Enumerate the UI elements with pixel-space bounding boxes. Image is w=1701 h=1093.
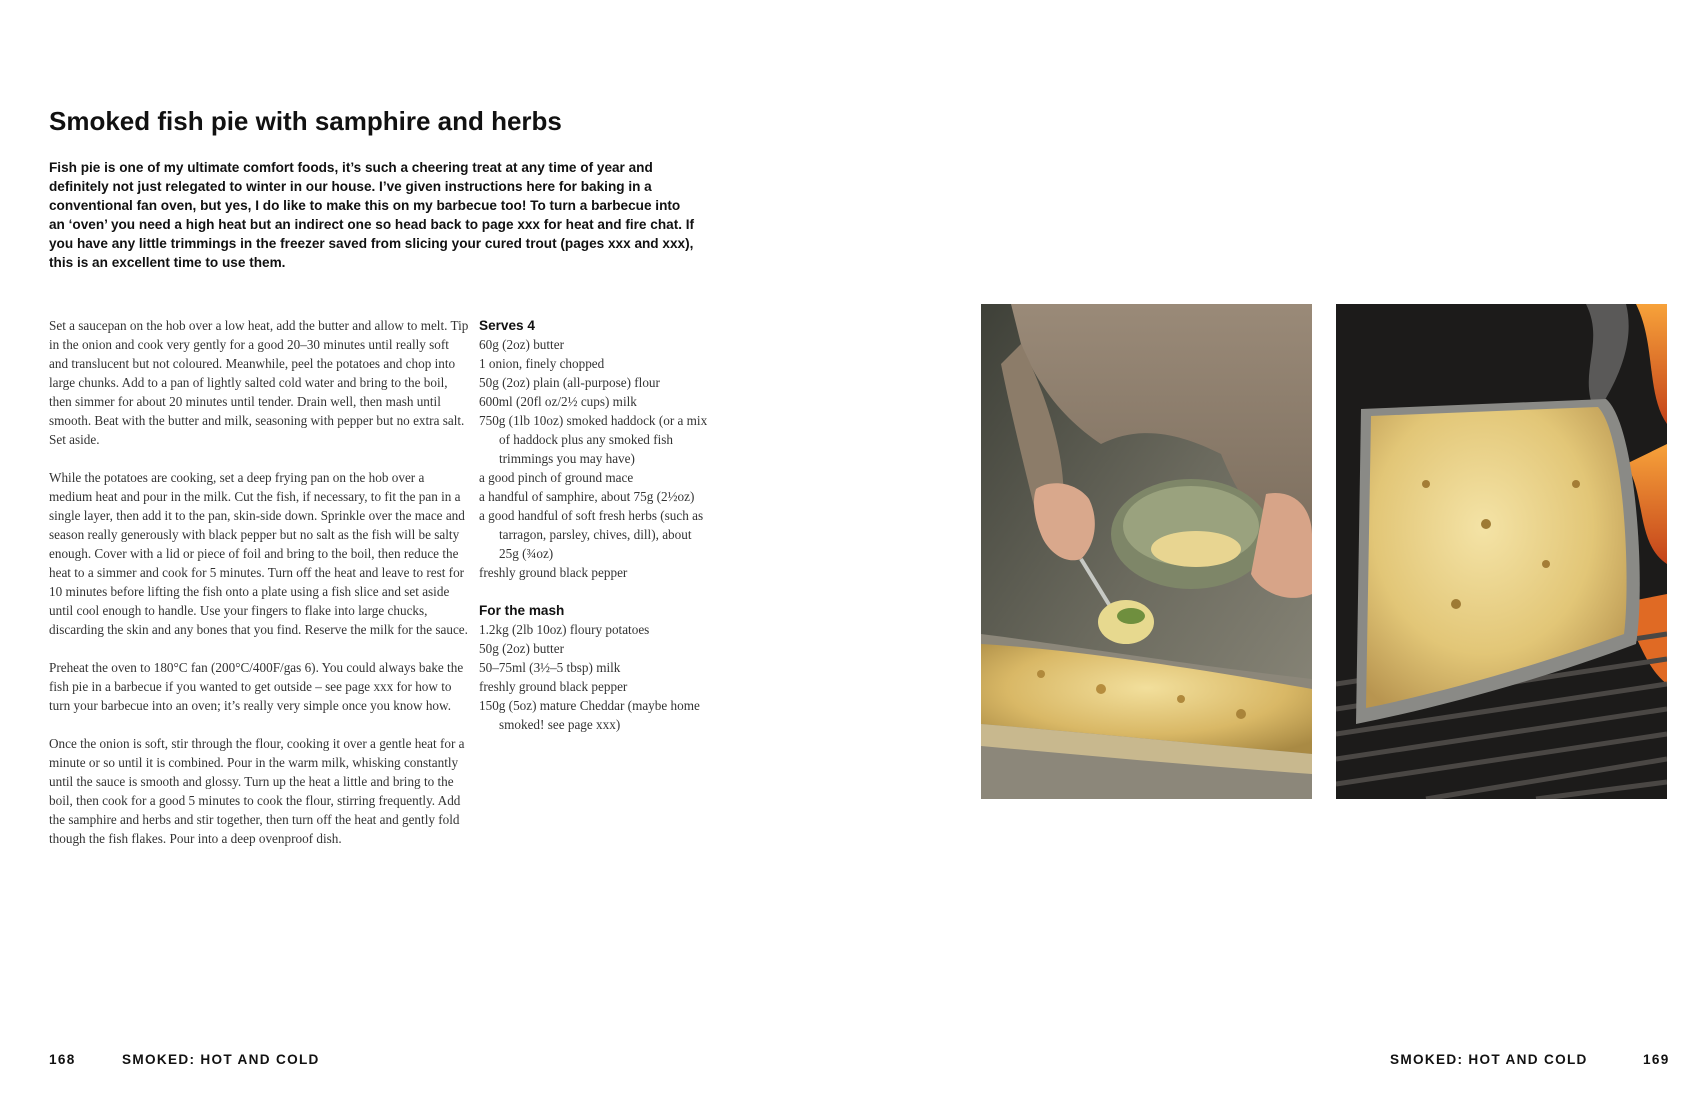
- ingredient-item: 1 onion, finely chopped: [479, 356, 605, 371]
- ingredient-item: 50–75ml (3½–5 tbsp) milk: [479, 660, 621, 675]
- ingredient-item: a handful of samphire, about 75g (2½oz): [479, 489, 695, 504]
- recipe-title: Smoked fish pie with samphire and herbs: [49, 106, 562, 136]
- mash-ingredient-list: [479, 620, 709, 734]
- ingredient-item: 1.2kg (2lb 10oz) floury potatoes: [479, 622, 650, 637]
- serves-heading: Serves 4: [479, 318, 535, 333]
- method-step: Set a saucepan on the hob over a low heat, add the butter and allow to melt. Tip in the onion and cook very gently for a good 20–30 minutes until really soft and translucent but not coloured. Meanwhile, peel the potatoes and chop into large chunks. Add to a pan of lightly salted cold water and bring to the boil, then simmer for about 20 minutes until tender. Drain well, then mash until smooth. Beat with the butter and milk, seasoning with pepper but no extra salt. Set aside.: [49, 318, 469, 447]
- left-section-title: SMOKED: HOT AND COLD: [122, 1052, 320, 1067]
- method-step: Once the onion is soft, stir through the flour, cooking it over a gentle heat for a minute or so until it is combined. Pour in the warm milk, whisking constantly until the sauce is smooth and glossy. Turn up the heat a little and bring to the boil, then cook for a good 5 minutes to cook the flour, stirring frequently. Add the samphire and herbs and stir together, then turn off the heat and gently fold though the fish flakes. Pour into a deep ovenproof dish.: [49, 736, 465, 846]
- right-section-title: SMOKED: HOT AND COLD: [1390, 1052, 1588, 1067]
- ingredient-item: freshly ground black pepper: [479, 679, 628, 694]
- method-step: Preheat the oven to 180°C fan (200°C/400F/gas 6). You could always bake the fish pie in a barbecue if you wanted to get outside – see page xxx for how to turn your barbecue into an oven; it’s really very simple once you know how.: [49, 660, 464, 713]
- method-column: [49, 316, 469, 867]
- ingredients-column: [479, 316, 709, 734]
- mash-heading: For the mash: [479, 603, 565, 618]
- recipe-intro: Fish pie is one of my ultimate comfort foods, it’s such a cheering treat at any time of year and definitely not just relegated to winter in our house. I’ve given instructions here for baking in a conventional fan oven, but yes, I do like to make this on my barbecue too! To turn a barbecue into an ‘oven’ you need a high heat but an indirect one so head back to page xxx for heat and fire chat. If you have any little trimmings in the freezer saved from slicing your cured trout (pages xxx and xxx), this is an excellent time to use them.: [49, 160, 695, 270]
- ingredient-item: 50g (2oz) butter: [479, 641, 564, 656]
- photo-fish-pie-on-barbecue: [1336, 304, 1667, 799]
- ingredient-list: [479, 335, 709, 582]
- ingredient-item: 750g (1lb 10oz) smoked haddock (or a mix of haddock plus any smoked fish trimmings you may have): [479, 413, 708, 466]
- ingredient-item: freshly ground black pepper: [479, 565, 628, 580]
- ingredient-item: 150g (5oz) mature Cheddar (maybe home smoked! see page xxx): [479, 698, 700, 732]
- ingredient-item: 50g (2oz) plain (all-purpose) flour: [479, 375, 660, 390]
- ingredient-item: a good pinch of ground mace: [479, 470, 634, 485]
- left-page-number: 168: [49, 1052, 76, 1067]
- right-page-number: 169: [1643, 1052, 1670, 1067]
- ingredient-item: 600ml (20fl oz/2½ cups) milk: [479, 394, 637, 409]
- method-step: While the potatoes are cooking, set a deep frying pan on the hob over a medium heat and pour in the milk. Cut the fish, if necessary, to fit the pan in a single layer, then add it to the pan, skin-side down. Sprinkle over the mace and season really generously with black pepper but no salt as the fish will be salty enough. Cover with a lid or piece of foil and bring to the boil, then reduce the heat to a simmer and cook for 5 minutes. Turn off the heat and leave to rest for 10 minutes before lifting the fish onto a plate using a fish slice and set aside until cool enough to handle. Use your fingers to flake into large chucks, discarding the skin and any bones that you find. Reserve the milk for the sauce.: [49, 470, 468, 637]
- ingredient-item: a good handful of soft fresh herbs (such as tarragon, parsley, chives, dill), about 25g (¾oz): [479, 508, 704, 561]
- photo-serving-fish-pie: [981, 304, 1312, 799]
- ingredient-item: 60g (2oz) butter: [479, 337, 564, 352]
